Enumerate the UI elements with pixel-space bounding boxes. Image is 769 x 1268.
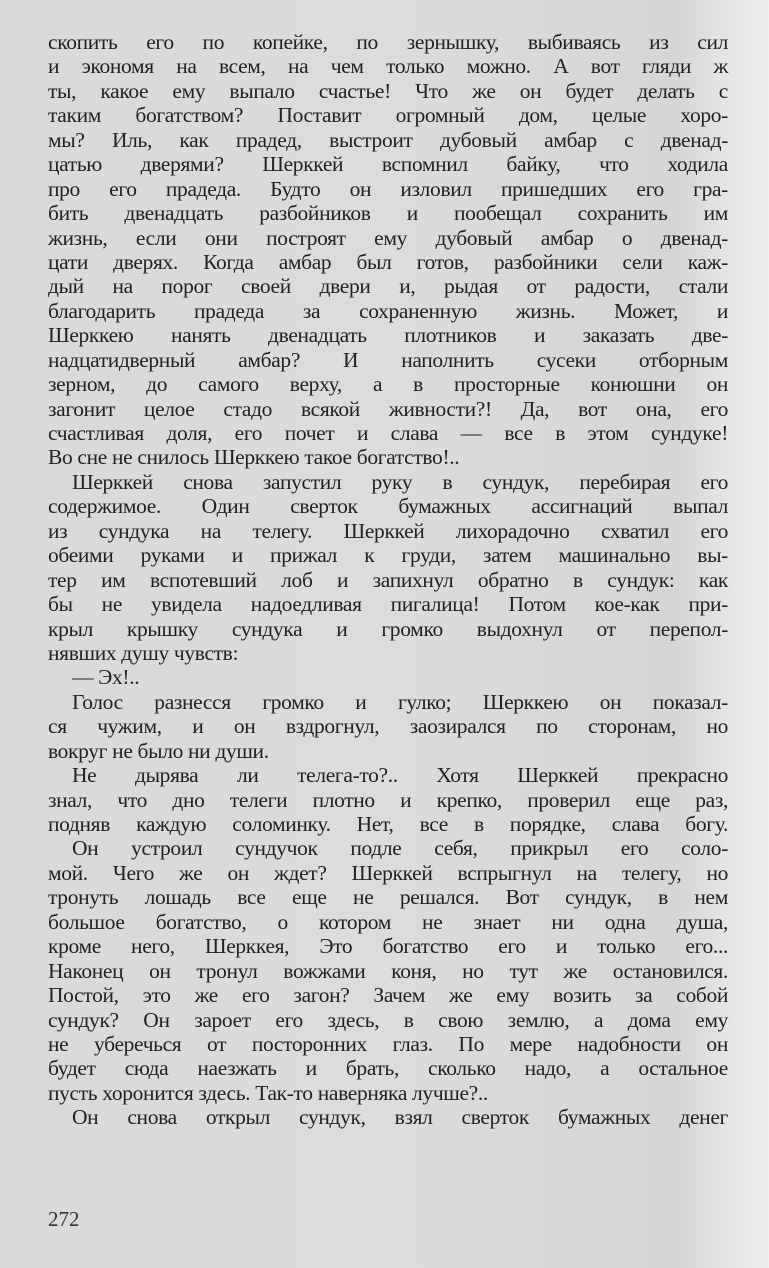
text-line: — Эх!..: [72, 665, 140, 690]
text-line: Он устроил сундучок подле себя, прикрыл его соло-: [72, 836, 728, 861]
text-line: знал, что дно телеги плотно и крепко, проверил еще раз,: [48, 787, 728, 812]
text-line: жизнь, если они построят ему дубовый амбар о двенад-: [48, 225, 728, 250]
text-line: большое богатство, о котором не знает ни одна душа,: [48, 909, 728, 934]
text-line: будет сюда наезжать и брать, сколько надо, а остальное: [48, 1056, 728, 1081]
text-line: обеими руками и прижал к груди, затем машинально вы-: [48, 543, 728, 568]
text-line: Голос разнесся громко и гулко; Шерккею он показал-: [72, 689, 728, 714]
text-line: мой. Чего же он ждет? Шерккей вспрыгнул на телегу, но: [48, 860, 728, 885]
text-line: кроме него, Шерккея, Это богатство его и только его...: [48, 934, 728, 959]
page-body: [48, 30, 728, 1130]
text-line: тронуть лошадь все еще не решался. Вот сундук, в нем: [48, 885, 728, 910]
text-line: ся чужим, и он вздрогнул, заозирался по сторонам, но: [48, 714, 728, 739]
text-line: скопить его по копейке, по зернышку, выбиваясь из сил: [48, 30, 728, 54]
text-line: Не дырява ли телега-то?.. Хотя Шерккей прекрасно: [72, 763, 728, 788]
text-line: не уберечься от посторонних глаз. По мере надобности он: [48, 1031, 728, 1056]
text-line: зерном, до самого верху, а в просторные конюшни он: [48, 372, 728, 397]
text-line: сундук? Он зароет его здесь, в свою землю, а дома ему: [48, 1007, 728, 1032]
text-line: Постой, это же его загон? Зачем же ему возить за собой: [48, 983, 728, 1008]
text-line: мы? Иль, как прадед, выстроит дубовый амбар с двенад-: [48, 127, 728, 152]
text-line: цати дверях. Когда амбар был готов, разбойники сели каж-: [48, 249, 728, 274]
text-line: Он снова открыл сундук, взял сверток бумажных денег: [72, 1105, 728, 1130]
text-line: пусть хоронится здесь. Так-то наверняка лучше?..: [48, 1080, 488, 1105]
text-line: надцатидверный амбар? И наполнить сусеки отборным: [48, 347, 728, 372]
text-line: крыл крышку сундука и громко выдохнул от перепол-: [48, 616, 728, 641]
text-line: цатью дверями? Шерккей вспомнил байку, что ходила: [48, 152, 728, 177]
text-line: таким богатством? Поставит огромный дом, целые хоро-: [48, 103, 728, 128]
page-number: 272: [48, 1207, 80, 1231]
text-line: и экономя на всем, на чем только можно. А вот гляди ж: [48, 54, 728, 79]
text-line: дый на порог своей двери и, рыдая от радости, стали: [48, 274, 728, 299]
text-line: про его прадеда. Будто он изловил пришедших его гра-: [48, 176, 728, 201]
text-line: тер им вспотевший лоб и запихнул обратно в сундук: как: [48, 567, 728, 592]
text-line: Наконец он тронул вожжами коня, но тут же остановился.: [48, 958, 728, 983]
text-line: содержимое. Один сверток бумажных ассигнаций выпал: [48, 494, 728, 519]
text-line: Во сне не снилось Шерккею такое богатство!..: [48, 445, 460, 470]
text-line: бить двенадцать разбойников и пообещал сохранить им: [48, 201, 728, 226]
text-line: вокруг не было ни души.: [48, 738, 269, 763]
text-line: подняв каждую соломинку. Нет, все в порядке, слава богу.: [48, 812, 728, 836]
text-line: Шерккею нанять двенадцать плотников и заказать две-: [48, 323, 728, 348]
text-line: ты, какое ему выпало счастье! Что же он будет делать с: [48, 78, 728, 103]
text-line: Шерккей снова запустил руку в сундук, перебирая его: [72, 469, 728, 494]
text-line: счастливая доля, его почет и слава — все в этом сундуке!: [48, 421, 728, 445]
text-line: нявших душу чувств:: [48, 640, 239, 665]
text-line: из сундука на телегу. Шерккей лихорадочно схватил его: [48, 518, 728, 543]
text-line: бы не увидела надоедливая пигалица! Потом кое-как при-: [48, 592, 728, 617]
text-line: благодарить прадеда за сохраненную жизнь. Может, и: [48, 298, 728, 323]
text-line: загонит целое стадо всякой живности?! Да, вот она, его: [48, 396, 728, 421]
